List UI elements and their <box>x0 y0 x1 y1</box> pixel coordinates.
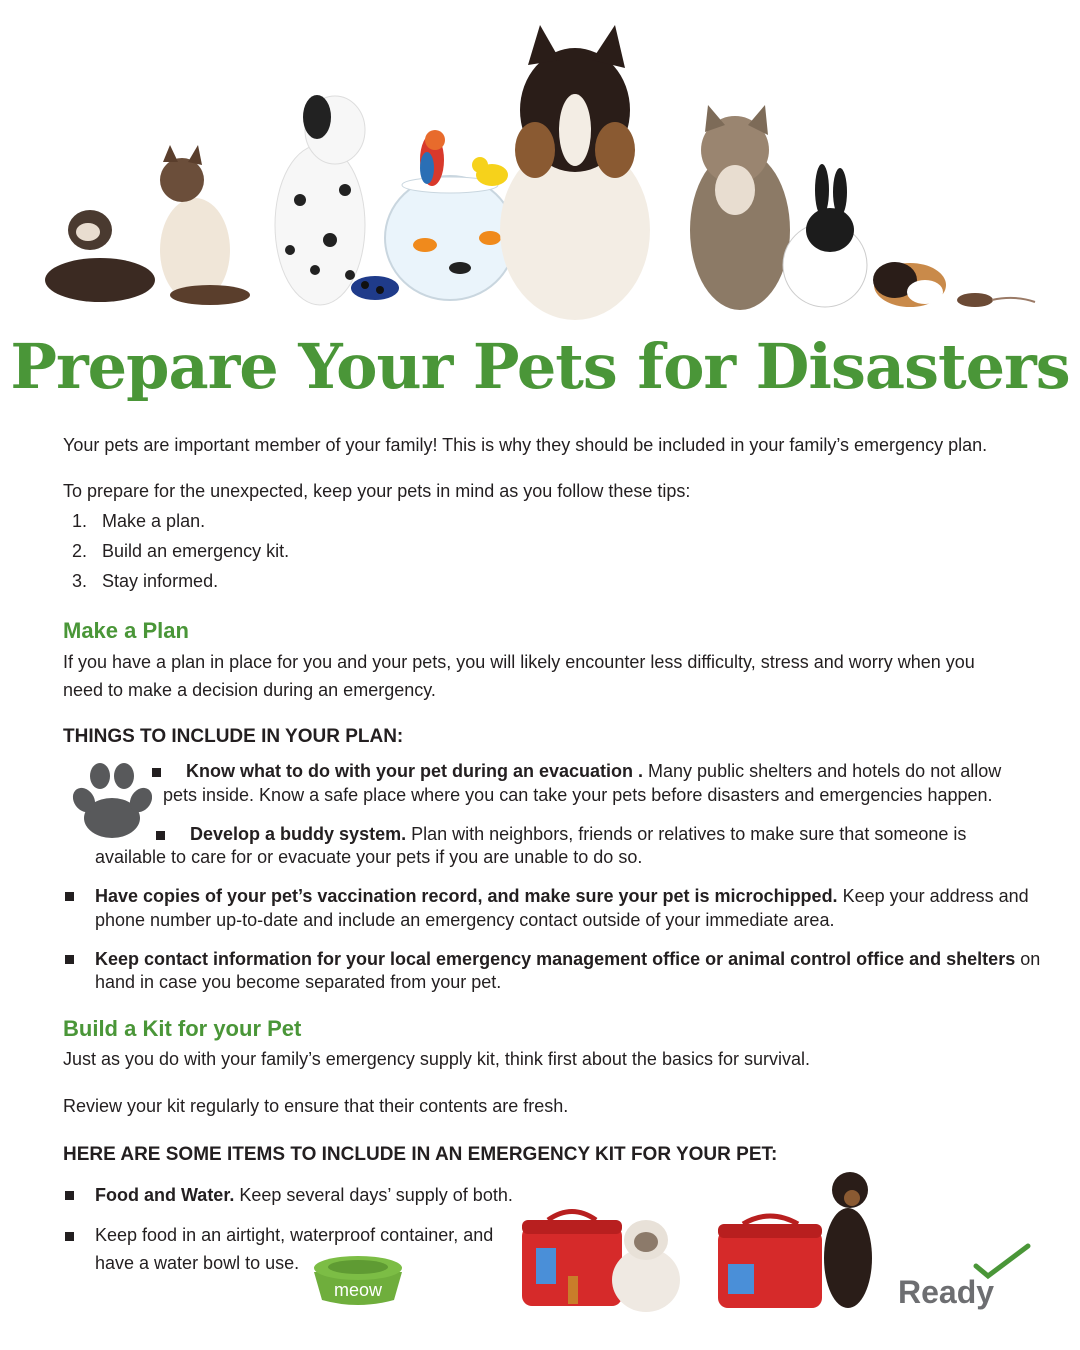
kit-item-text: Keep several days’ supply of both. <box>234 1185 513 1205</box>
fishbowl-image <box>385 176 515 300</box>
tabby-cat-image <box>690 105 790 310</box>
plan-item-line2: pets inside. Know a safe place where you can take your pets before disasters and emergencies happen. <box>163 785 993 805</box>
bullet-square-icon <box>65 892 74 901</box>
tip-item <box>72 537 289 565</box>
build-kit-review: Review your kit regularly to ensure that their contents are fresh. <box>63 1096 569 1116</box>
kit-items-heading: HERE ARE SOME ITEMS TO INCLUDE IN AN EMERGENCY KIT FOR YOUR PET: <box>63 1144 778 1165</box>
tip-number: 1. <box>72 511 88 531</box>
frog-image <box>351 276 399 300</box>
plan-item-bold: Know what to do with your pet during an evacuation . <box>186 761 644 781</box>
plan-item-bold: Keep contact information for your local emergency management office or animal control office and shelters <box>95 949 1016 969</box>
plan-item-line2: hand in case you become separated from your pet. <box>95 972 502 992</box>
collie-dog-image <box>500 25 650 320</box>
plan-item-text: on <box>1015 949 1041 969</box>
ferret-image <box>45 210 155 302</box>
plan-item-bold: Have copies of your pet’s vaccination record, and make sure your pet is microchipped. <box>95 886 838 906</box>
puppy-image <box>824 1172 872 1308</box>
build-kit-heading: Build a Kit for your Pet <box>63 1016 302 1041</box>
kit-item-line1: Keep food in an airtight, waterproof container, and <box>95 1225 494 1245</box>
paw-print-icon <box>62 762 152 838</box>
pets-banner-illustration <box>30 10 1050 320</box>
make-plan-body-line2: need to make a decision during an emergency. <box>63 680 436 700</box>
siamese-cat-image <box>160 145 250 305</box>
page-title: Prepare Your Pets for Disasters <box>10 330 1070 403</box>
bullet-square-icon <box>65 955 74 964</box>
make-plan-body-line1: If you have a plan in place for you and your pets, you will likely encounter less difficulty, stress and worry when you <box>63 652 975 672</box>
pet-bowl-image <box>312 1254 404 1306</box>
kit-item-line2: have a water bowl to use. <box>95 1253 300 1273</box>
plan-item-line2: phone number up-to-date and include an emergency contact outside of your immediate area. <box>95 910 835 930</box>
tip-number: 3. <box>72 571 88 591</box>
plan-item-text: Many public shelters and hotels do not allow <box>643 761 1002 781</box>
build-kit-body: Just as you do with your family’s emergency supply kit, think first about the basics for survival. <box>63 1049 810 1069</box>
tip-item <box>72 507 205 535</box>
tip-text: Make a plan. <box>102 511 206 531</box>
rabbit-image <box>783 164 867 307</box>
red-kit-bag-image <box>522 1212 622 1307</box>
tip-text: Stay informed. <box>102 571 219 591</box>
ready-logo-text: Ready <box>898 1274 995 1310</box>
plan-items-heading: THINGS TO INCLUDE IN YOUR PLAN: <box>63 726 404 747</box>
tip-number: 2. <box>72 541 88 561</box>
bullet-square-icon <box>156 831 165 840</box>
bowl-label: meow <box>333 1280 383 1300</box>
red-kit-bag-image <box>718 1216 822 1308</box>
plan-item-line2: available to care for or evacuate your pets if you are unable to do so. <box>95 847 643 867</box>
tip-item <box>72 567 218 595</box>
mouse-image <box>957 293 1035 307</box>
plan-item-bold: Develop a buddy system. <box>190 824 407 844</box>
bullet-square-icon <box>152 768 161 777</box>
ready-logo-checkmark-icon <box>972 1240 1032 1280</box>
tip-text: Build an emergency kit. <box>102 541 290 561</box>
kit-item <box>95 1181 513 1209</box>
kit-item-bold: Food and Water. <box>95 1185 235 1205</box>
plan-item-text: Plan with neighbors, friends or relatives to make sure that someone is <box>406 824 967 844</box>
intro-paragraph: Your pets are important member of your family! This is why they should be included in your family’s emergency plan. <box>63 435 988 455</box>
dalmatian-image <box>275 95 365 305</box>
emergency-kit-illustration <box>518 1168 888 1318</box>
ragdoll-cat-image <box>612 1220 680 1312</box>
plan-item-text: Keep your address and <box>837 886 1029 906</box>
make-plan-heading: Make a Plan <box>63 618 189 643</box>
bullet-square-icon <box>65 1191 74 1200</box>
tips-lead: To prepare for the unexpected, keep your pets in mind as you follow these tips: <box>63 481 691 501</box>
bullet-square-icon <box>65 1232 74 1241</box>
guinea-pig-image <box>873 262 946 307</box>
